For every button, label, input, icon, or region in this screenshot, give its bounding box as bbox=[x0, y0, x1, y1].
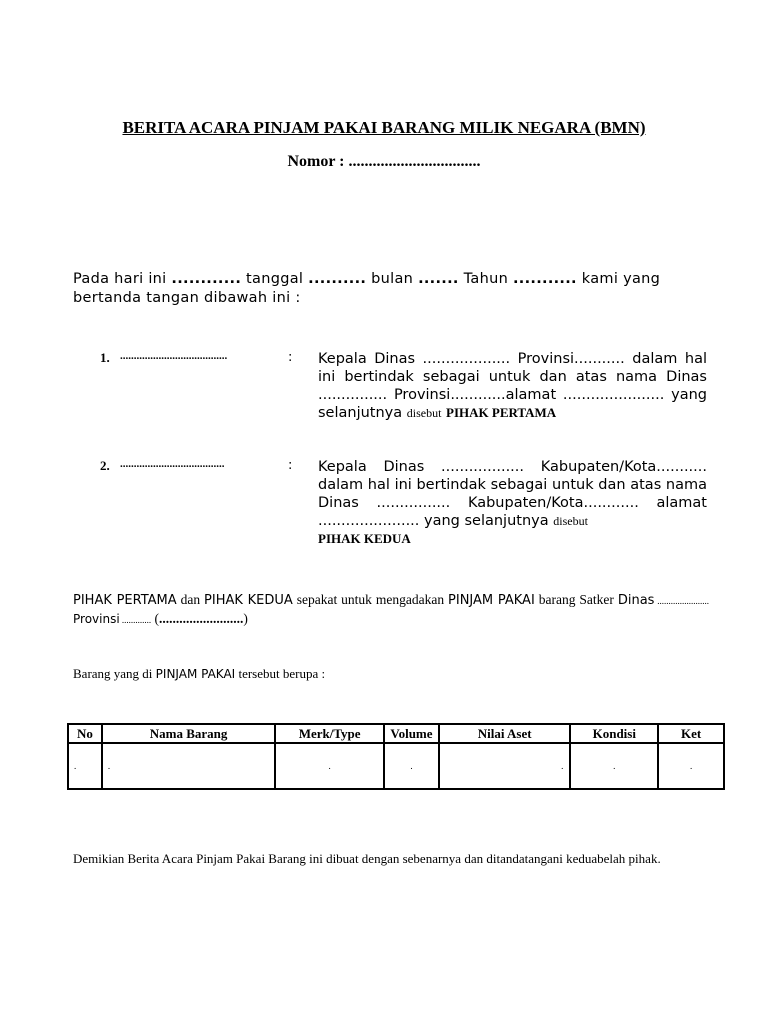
satker-placeholder: ......................... bbox=[159, 611, 244, 626]
disebut-word: disebut bbox=[406, 406, 442, 420]
header-merk-type: Merk/Type bbox=[275, 724, 384, 743]
disebut-word: disebut bbox=[553, 514, 588, 528]
closing-paragraph: Demikian Berita Acara Pinjam Pakai Barang ini dibuat dengan sebenarnya dan ditandatangani keduabelah pihak. bbox=[73, 851, 661, 866]
dinas-word: Dinas bbox=[617, 593, 655, 608]
party-role: PIHAK KEDUA bbox=[318, 531, 411, 546]
items-intro-text: Barang yang di bbox=[73, 666, 156, 681]
nomor-value: ................................. bbox=[348, 153, 481, 170]
table-row bbox=[68, 743, 724, 789]
table-header-row bbox=[68, 724, 724, 743]
agree-text: barang Satker bbox=[534, 592, 618, 607]
paren-close: ) bbox=[243, 611, 248, 626]
pinjam-pakai-ref: PINJAM PAKAI bbox=[448, 593, 535, 608]
agree-text: sepakat untuk mengadakan bbox=[292, 592, 449, 607]
items-intro bbox=[73, 666, 325, 682]
intro-text-5: kami yang bertanda tangan dibawah ini : bbox=[73, 271, 661, 306]
cell-kondisi: . bbox=[570, 743, 658, 789]
intro-text-3: bulan bbox=[366, 271, 419, 287]
header-ket: Ket bbox=[658, 724, 724, 743]
party-text: Kepala Dinas ................... Provinsi........... dalam hal ini bertindak sebagai untuk dan atas nama Dinas ............... Provinsi............alamat ...................... yang selanjutnya bbox=[318, 351, 707, 421]
date-placeholder: .......... bbox=[308, 271, 367, 287]
intro-text-1: Pada hari ini bbox=[73, 271, 172, 287]
header-nama-barang: Nama Barang bbox=[102, 724, 275, 743]
party-colon: : bbox=[288, 458, 293, 473]
party-role: PIHAK PERTAMA bbox=[446, 405, 557, 420]
intro-paragraph bbox=[73, 270, 703, 308]
provinsi-word: Provinsi bbox=[73, 612, 120, 626]
provinsi-placeholder: ............. bbox=[119, 615, 152, 625]
party-second-ref: PIHAK KEDUA bbox=[204, 593, 293, 608]
cell-merk-type: . bbox=[275, 743, 384, 789]
cell-no: . bbox=[68, 743, 102, 789]
header-volume: Volume bbox=[384, 724, 439, 743]
party-first-ref: PIHAK PERTAMA bbox=[73, 593, 177, 608]
cell-ket: . bbox=[658, 743, 724, 789]
intro-text-2: tanggal bbox=[241, 271, 309, 287]
party-description bbox=[318, 458, 707, 548]
month-placeholder: ....... bbox=[418, 271, 459, 287]
party-text: Kepala Dinas .................. Kabupaten/Kota........... dalam hal ini bertindak sebagai untuk dan atas nama Dinas ................ Kabupaten/Kota............ alamat ...................... yang selanjutnya bbox=[318, 459, 707, 529]
document-title: BERITA ACARA PINJAM PAKAI BARANG MILIK NEGARA (BMN) bbox=[122, 118, 646, 137]
cell-volume: . bbox=[384, 743, 439, 789]
agreement-paragraph bbox=[73, 591, 709, 629]
party-description bbox=[318, 350, 707, 422]
party-number: 1. bbox=[100, 350, 110, 365]
dinas-placeholder: ....................... bbox=[654, 596, 710, 606]
cell-nama-barang: . bbox=[102, 743, 275, 789]
day-placeholder: ............ bbox=[171, 271, 242, 287]
pinjam-pakai-ref: PINJAM PAKAI bbox=[155, 667, 236, 681]
party-name-placeholder: ...................................... bbox=[120, 458, 225, 470]
header-no: No bbox=[68, 724, 102, 743]
header-kondisi: Kondisi bbox=[570, 724, 658, 743]
header-nilai-aset: Nilai Aset bbox=[439, 724, 570, 743]
party-name-placeholder: ....................................... bbox=[120, 350, 228, 362]
document-number bbox=[0, 153, 768, 171]
agree-text: dan bbox=[176, 592, 205, 607]
cell-nilai-aset: . bbox=[439, 743, 570, 789]
paren-open: ( bbox=[151, 611, 160, 626]
intro-text-4: Tahun bbox=[458, 271, 513, 287]
year-placeholder: ........... bbox=[512, 271, 577, 287]
items-intro-text: tersebut berupa : bbox=[235, 666, 326, 681]
party-colon: : bbox=[288, 350, 293, 365]
nomor-label: Nomor : bbox=[287, 153, 345, 170]
items-table bbox=[67, 723, 725, 790]
party-number: 2. bbox=[100, 458, 110, 473]
